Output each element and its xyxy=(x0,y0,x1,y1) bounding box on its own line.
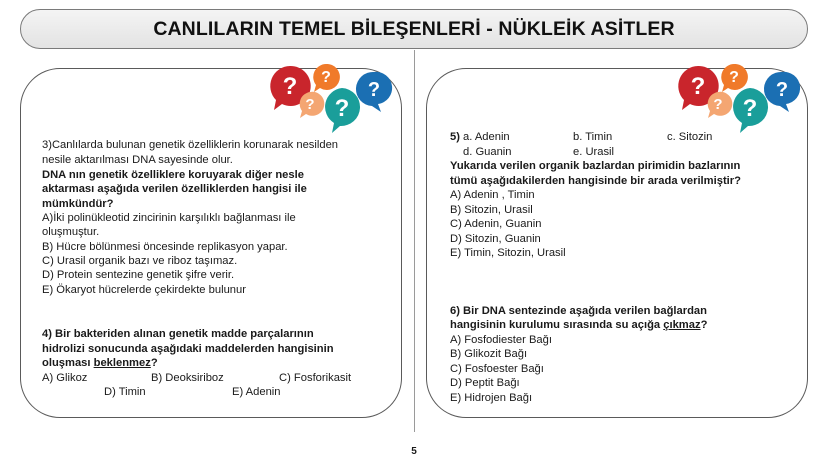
question-bubbles-icon xyxy=(672,64,804,134)
q3-intro-line-1: 3)Canlılarda bulunan genetik özelliklerin korunarak nesilden xyxy=(42,139,339,151)
q4-stem-line-2: hidrolizi sonucunda aşağıdaki maddelerden hangisinin xyxy=(42,343,334,355)
q4-stem-line-3 xyxy=(42,356,158,371)
orange-question-bubble-icon xyxy=(313,64,340,92)
svg-text:?: ? xyxy=(775,79,789,101)
q3-option-e: E) Ökaryot hücrelerde çekirdekte bulunur xyxy=(42,284,246,296)
q3-stem-line-2: aktarması aşağıda verilen özelliklerden hangisi ile xyxy=(42,183,307,195)
q3-option-c: C) Urasil organik bazı ve riboz taşımaz. xyxy=(42,255,238,267)
svg-text:?: ? xyxy=(334,95,350,122)
svg-text:?: ? xyxy=(321,69,331,86)
q5-base-d: d. Guanin xyxy=(463,146,512,158)
q5-base-b: b. Timin xyxy=(573,131,613,143)
q5-stem-line-2: tümü aşağıdakilerden hangisinde bir arada verilmiştir? xyxy=(450,175,741,187)
q3-option-a-cont: oluşmuştur. xyxy=(42,226,100,238)
q3-option-a: A)İki polinükleotid zincirinin karşılıklı bağlanması ile xyxy=(42,212,296,224)
page-title-bar xyxy=(20,9,808,49)
q6-stem-2a: hangisinin kurulumu sırasında su açığa xyxy=(450,319,664,331)
q4-option-d: D) Timin xyxy=(104,386,146,398)
q6-stem-emphasis: çıkmaz xyxy=(663,319,701,331)
q3-option-b: B) Hücre bölünmesi öncesinde replikasyon yapar. xyxy=(42,241,288,253)
q5-base-a: a. Adenin xyxy=(463,131,510,143)
q6-stem-2c: ? xyxy=(700,319,708,331)
page-number: 5 xyxy=(411,446,417,457)
q5-base-c: c. Sitozin xyxy=(667,131,713,143)
q6-stem-line-2 xyxy=(450,318,707,333)
q5-option-a: A) Adenin , Timin xyxy=(450,189,535,201)
q6-stem-line-1: 6) Bir DNA sentezinde aşağıda verilen bağlardan xyxy=(450,305,707,317)
svg-text:?: ? xyxy=(690,73,706,100)
q6-option-c: C) Fosfoester Bağı xyxy=(450,363,544,375)
peach-question-bubble-icon xyxy=(300,92,325,118)
q3-intro-line-2: nesile aktarılması DNA sayesinde olur. xyxy=(42,154,233,166)
svg-text:?: ? xyxy=(305,96,315,113)
orange-question-bubble-icon xyxy=(721,64,748,92)
q6-option-d: D) Peptit Bağı xyxy=(450,377,520,389)
q4-option-c: C) Fosforikasit xyxy=(279,372,352,384)
q4-stem-line-1: 4) Bir bakteriden alınan genetik madde parçalarının xyxy=(42,328,314,340)
svg-text:?: ? xyxy=(742,95,758,122)
q5-number: 5) xyxy=(450,131,460,143)
peach-question-bubble-icon xyxy=(708,92,733,118)
q5-option-b: B) Sitozin, Urasil xyxy=(450,204,533,216)
question-bubbles-icon xyxy=(264,64,396,134)
q5-option-c: C) Adenin, Guanin xyxy=(450,218,542,230)
q6-option-e: E) Hidrojen Bağı xyxy=(450,392,533,404)
q6-option-b: B) Glikozit Bağı xyxy=(450,348,528,360)
q4-option-b: B) Deoksiriboz xyxy=(151,372,224,384)
q3-option-d: D) Protein sentezine genetik şifre verir. xyxy=(42,269,235,281)
q4-stem-3c: ? xyxy=(150,357,158,369)
q4-option-e: E) Adenin xyxy=(232,386,281,398)
q4-option-a: A) Glikoz xyxy=(42,372,88,384)
q5-option-e: E) Timin, Sitozin, Urasil xyxy=(450,247,566,259)
svg-text:?: ? xyxy=(713,96,723,113)
q5-base-e: e. Urasil xyxy=(573,146,615,158)
svg-text:?: ? xyxy=(729,69,739,86)
q4-stem-3a: oluşması xyxy=(42,357,94,369)
svg-text:?: ? xyxy=(367,79,381,101)
blue-question-bubble-icon xyxy=(356,72,392,112)
q5-option-d: D) Sitozin, Guanin xyxy=(450,233,541,245)
q3-stem-line-1: DNA nın genetik özelliklere koruyarak diğer nesle xyxy=(42,169,304,181)
teal-question-bubble-icon xyxy=(733,88,768,133)
q6-option-a: A) Fosfodiester Bağı xyxy=(450,334,552,346)
blue-question-bubble-icon xyxy=(764,72,800,112)
q4-stem-emphasis: beklenmez xyxy=(93,357,151,369)
q5-stem-line-1: Yukarıda verilen organik bazlardan pirimidin bazlarının xyxy=(450,160,741,172)
q3-stem-line-3: mümkündür? xyxy=(42,198,114,210)
center-divider xyxy=(414,50,415,432)
svg-text:?: ? xyxy=(282,73,298,100)
page-title: CANLILARIN TEMEL BİLEŞENLERİ - NÜKLEİK ASİTLER xyxy=(153,17,675,40)
teal-question-bubble-icon xyxy=(325,88,360,133)
